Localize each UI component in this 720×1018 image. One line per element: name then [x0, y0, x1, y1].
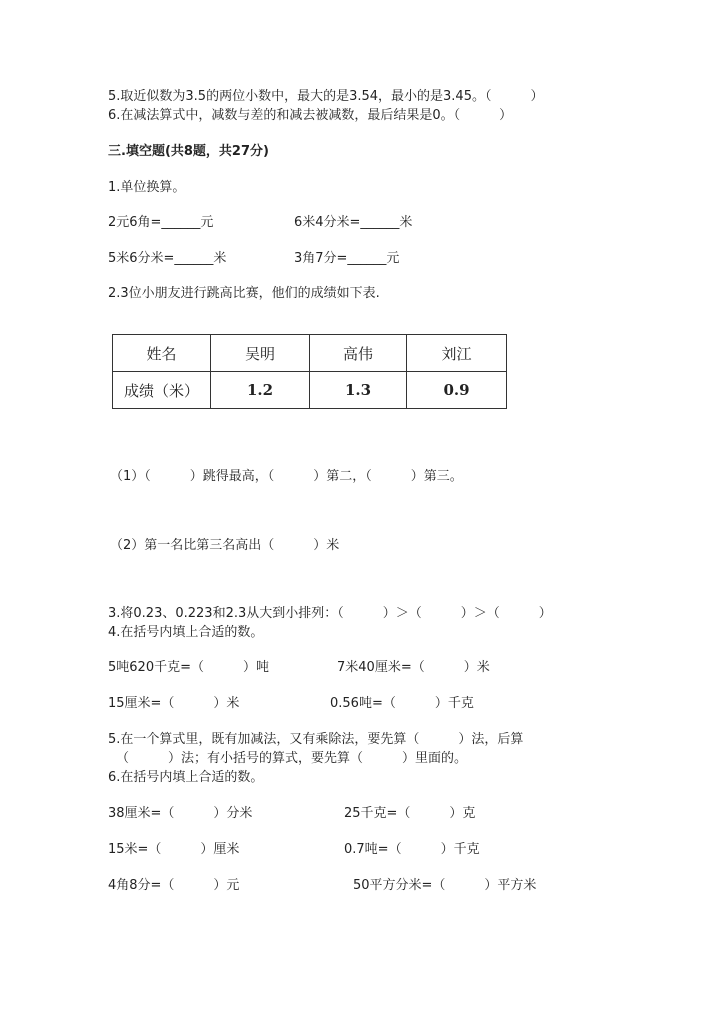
- row-label-score: 成绩（米）: [113, 372, 211, 409]
- header-cell-gaowei: 高伟: [310, 335, 407, 372]
- q2-sub2: （2）第一名比第三名高出（ ）米: [110, 538, 340, 553]
- q6-item-a: 38厘米=（ ）分米: [108, 806, 253, 821]
- q4-item-d: 0.56吨=（ ）千克: [330, 696, 474, 711]
- q5-line1: 5.在一个算式里，既有加减法，又有乘除法，要先算（ ）法，后算: [108, 732, 524, 747]
- q4-item-a: 5吨620千克=（ ）吨: [108, 660, 269, 675]
- table-header-row: [113, 335, 507, 372]
- q1-title: 1.单位换算。: [108, 180, 186, 195]
- q6-item-f: 50平方分米=（ ）平方米: [353, 878, 537, 893]
- score-gaowei: 1.3: [310, 372, 407, 409]
- q5-line2: （ ）法；有小括号的算式，要先算（ ）里面的。: [116, 751, 468, 766]
- q1-item-a: 2元6角=______元: [108, 215, 214, 230]
- q6-item-c: 15米=（ ）厘米: [108, 842, 240, 857]
- section-title: 三.填空题(共8题，共27分): [108, 144, 269, 159]
- judgment-q6: 6.在减法算式中，减数与差的和减去被减数，最后结果是0。（ ）: [108, 108, 513, 123]
- q6-item-b: 25千克=（ ）克: [344, 806, 476, 821]
- q6-item-d: 0.7吨=（ ）千克: [344, 842, 480, 857]
- header-cell-liujiang: 刘江: [407, 335, 507, 372]
- table-row: [113, 372, 507, 409]
- q2-title: 2.3位小朋友进行跳高比赛，他们的成绩如下表.: [108, 286, 380, 301]
- header-cell-wuming: 吴明: [211, 335, 310, 372]
- judgment-q5: 5.取近似数为3.5的两位小数中，最大的是3.54，最小的是3.45。（ ）: [108, 89, 544, 104]
- score-liujiang: 0.9: [407, 372, 507, 409]
- q1-item-d: 3角7分=______元: [294, 251, 400, 266]
- q4-item-b: 7米40厘米=（ ）米: [337, 660, 490, 675]
- q4-item-c: 15厘米=（ ）米: [108, 696, 240, 711]
- q1-item-c: 5米6分米=______米: [108, 251, 227, 266]
- q1-item-b: 6米4分米=______米: [294, 215, 413, 230]
- score-wuming: 1.2: [211, 372, 310, 409]
- q6-title: 6.在括号内填上合适的数。: [108, 770, 264, 785]
- q2-sub1: （1）（ ）跳得最高，（ ）第二，（ ）第三。: [110, 469, 463, 484]
- q6-item-e: 4角8分=（ ）元: [108, 878, 240, 893]
- score-table: [112, 334, 507, 409]
- q4-title: 4.在括号内填上合适的数。: [108, 625, 264, 640]
- header-cell-name: 姓名: [113, 335, 211, 372]
- q3: 3.将0.23、0.223和2.3从大到小排列：（ ）＞（ ）＞（ ）: [108, 606, 552, 621]
